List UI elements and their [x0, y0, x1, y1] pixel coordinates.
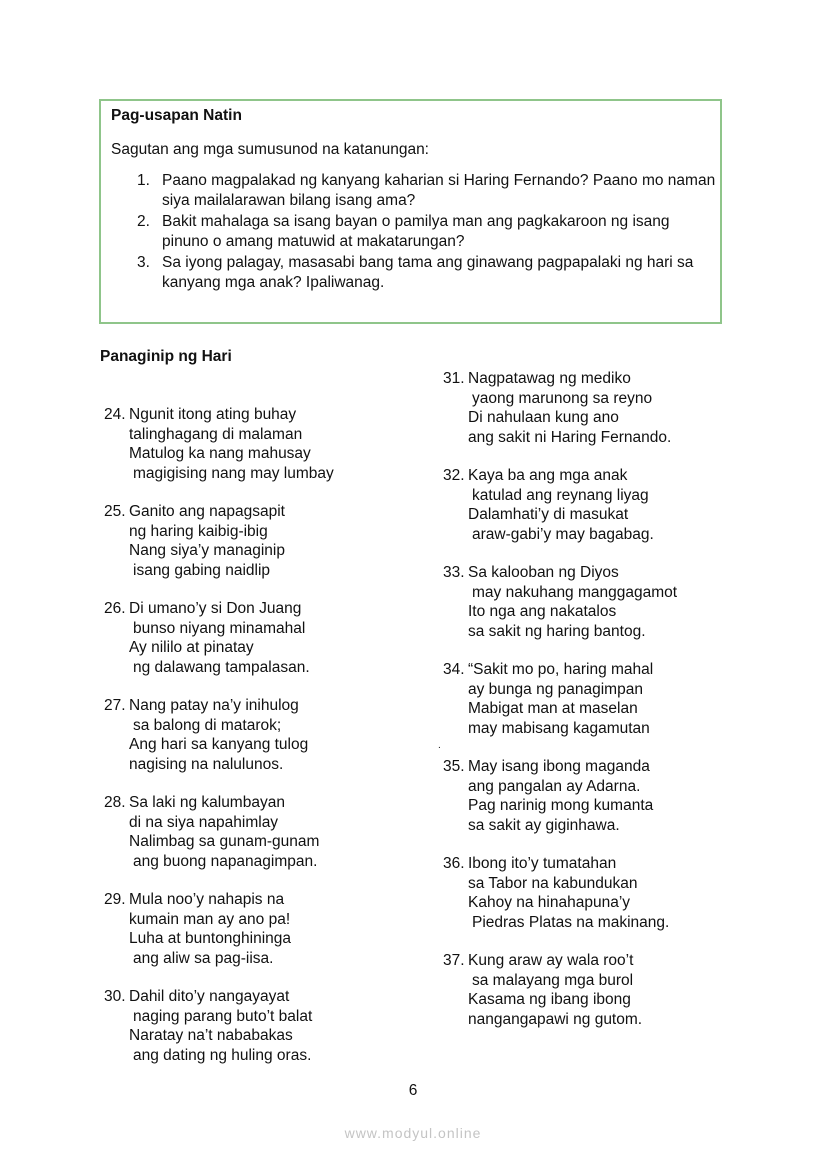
verse-line: Kahoy na hinahapuna’y — [468, 894, 631, 911]
stanza — [104, 599, 414, 677]
stanza — [104, 793, 414, 871]
verse-line: isang gabing naidlip — [133, 561, 271, 579]
stanza-number: 27. — [104, 697, 126, 714]
verse-line: yaong marunong sa reyno — [472, 389, 653, 407]
question-number: 1. — [137, 172, 150, 189]
verse-line: nagising na nalulunos. — [129, 755, 284, 773]
verse-line: naging parang buto’t balat — [133, 1007, 313, 1025]
question-text: Bakit mahalaga sa isang bayan o pamilya man ang pagkakaroon ng isang pinuno o amang matuwid at makatarungan? — [162, 213, 670, 250]
verse-line: may nakuhang manggagamot — [472, 583, 678, 601]
verse-line: ang aliw sa pag-iisa. — [133, 949, 274, 967]
stanza — [443, 757, 753, 835]
stanza-number: 28. — [104, 794, 126, 811]
stanza-number: 25. — [104, 503, 126, 520]
verse-line: Matulog ka nang mahusay — [129, 445, 311, 462]
stanza-number: 29. — [104, 891, 126, 908]
stanza-number: 34. — [443, 661, 465, 678]
stanza — [104, 405, 414, 483]
stanza-number: 24. — [104, 406, 126, 423]
verse-line: sa sakit ng haring bantog. — [468, 622, 646, 640]
verse-line: sa balong di matarok; — [133, 716, 282, 734]
verse-line: Ganito ang napagsapit — [129, 503, 285, 520]
stanza-number: 31. — [443, 370, 465, 387]
question-text: Sa iyong palagay, masasabi bang tama ang ginawang pagpapalaki ng hari sa kanyang mga anak? Ipaliwanag. — [162, 254, 694, 291]
poem-column-left — [104, 405, 414, 1084]
question-text: Paano magpalakad ng kanyang kaharian si Haring Fernando? Paano mo naman siya mailalarawan bilang isang ama? — [162, 172, 716, 209]
verse-line: Dalamhati’y di masukat — [468, 506, 629, 523]
verse-line: Ang hari sa kanyang tulog — [129, 736, 309, 753]
verse-line: Nang siya’y managinip — [129, 542, 285, 559]
stanza — [443, 951, 753, 1029]
verse-line: Nalimbag sa gunam-gunam — [129, 833, 320, 850]
stanza — [104, 502, 414, 580]
stanza-number: 26. — [104, 600, 126, 617]
verse-line: bunso niyang minamahal — [133, 619, 306, 637]
poem-title: Panaginip ng Hari — [100, 348, 232, 365]
verse-line: kumain man ay ano pa! — [129, 910, 291, 928]
verse-line: magigising nang may lumbay — [133, 464, 334, 482]
stanza — [104, 890, 414, 968]
verse-line: “Sakit mo po, haring mahal — [468, 661, 654, 678]
verse-line: may mabisang kagamutan — [468, 719, 650, 737]
verse-line: Di umano’y si Don Juang — [129, 600, 302, 617]
verse-line: Mula noo’y nahapis na — [129, 891, 285, 908]
stanza-number: 32. — [443, 467, 465, 484]
question-number: 3. — [137, 254, 150, 271]
question-item — [137, 212, 717, 252]
verse-line: araw-gabi’y may bagabag. — [472, 525, 654, 543]
verse-line: Dahil dito’y nangayayat — [129, 988, 290, 1005]
question-number: 2. — [137, 213, 150, 230]
verse-line: Kung araw ay wala roo’t — [468, 952, 634, 969]
verse-line: sa malayang mga burol — [472, 971, 634, 989]
stanza — [443, 466, 753, 544]
stanza — [443, 563, 753, 641]
verse-line: ng haring kaibig-ibig — [129, 522, 268, 540]
watermark: www.modyul.online — [344, 1125, 482, 1141]
verse-line: ng dalawang tampalasan. — [133, 658, 310, 676]
stanza — [104, 987, 414, 1065]
verse-line: Kasama ng ibang ibong — [468, 991, 631, 1008]
stray-mark: . — [438, 740, 441, 751]
verse-line: ay bunga ng panagimpan — [468, 680, 643, 698]
page-number: 6 — [408, 1082, 418, 1099]
verse-line: May isang ibong maganda — [468, 758, 650, 775]
verse-line: Sa kalooban ng Diyos — [468, 564, 619, 581]
stanza-number: 35. — [443, 758, 465, 775]
verse-line: Di nahulaan kung ano — [468, 409, 619, 426]
verse-line: Piedras Platas na makinang. — [472, 913, 670, 931]
verse-line: nangangapawi ng gutom. — [468, 1010, 643, 1028]
poem-column-right — [443, 369, 753, 1048]
verse-line: Nang patay na’y inihulog — [129, 697, 299, 714]
stanza-number: 37. — [443, 952, 465, 969]
verse-line: Ito nga ang nakatalos — [468, 603, 617, 620]
verse-line: ang pangalan ay Adarna. — [468, 777, 641, 795]
stanza — [443, 369, 753, 447]
stanza — [104, 696, 414, 774]
verse-line: Ngunit itong ating buhay — [129, 406, 297, 423]
discussion-box — [99, 99, 722, 324]
verse-line: di na siya napahimlay — [129, 813, 279, 831]
stanza-number: 30. — [104, 988, 126, 1005]
verse-line: ang buong napanagimpan. — [133, 852, 318, 870]
discussion-title: Pag-usapan Natin — [111, 107, 242, 124]
verse-line: Ay nililo at pinatay — [129, 639, 254, 656]
verse-line: sa Tabor na kabundukan — [468, 874, 638, 892]
verse-line: Naratay na’t nababakas — [129, 1027, 293, 1044]
verse-line: sa sakit ay giginhawa. — [468, 816, 620, 834]
verse-line: Mabigat man at maselan — [468, 700, 638, 717]
verse-line: Luha at buntonghininga — [129, 930, 292, 947]
stanza — [443, 660, 753, 738]
verse-line: Ibong ito’y tumatahan — [468, 855, 617, 872]
verse-line: Pag narinig mong kumanta — [468, 797, 654, 814]
verse-line: ang sakit ni Haring Fernando. — [468, 428, 672, 446]
stanza-number: 36. — [443, 855, 465, 872]
verse-line: katulad ang reynang liyag — [472, 486, 649, 504]
stanza-number: 33. — [443, 564, 465, 581]
verse-line: Sa laki ng kalumbayan — [129, 794, 285, 811]
discussion-intro: Sagutan ang mga sumusunod na katanungan: — [111, 141, 429, 158]
question-list — [137, 171, 717, 294]
stanza — [443, 854, 753, 932]
question-item — [137, 253, 717, 293]
verse-line: ang dating ng huling oras. — [133, 1046, 312, 1064]
verse-line: Nagpatawag ng mediko — [468, 370, 631, 387]
verse-line: Kaya ba ang mga anak — [468, 467, 628, 484]
verse-line: talinghagang di malaman — [129, 425, 303, 443]
question-item — [137, 171, 717, 211]
